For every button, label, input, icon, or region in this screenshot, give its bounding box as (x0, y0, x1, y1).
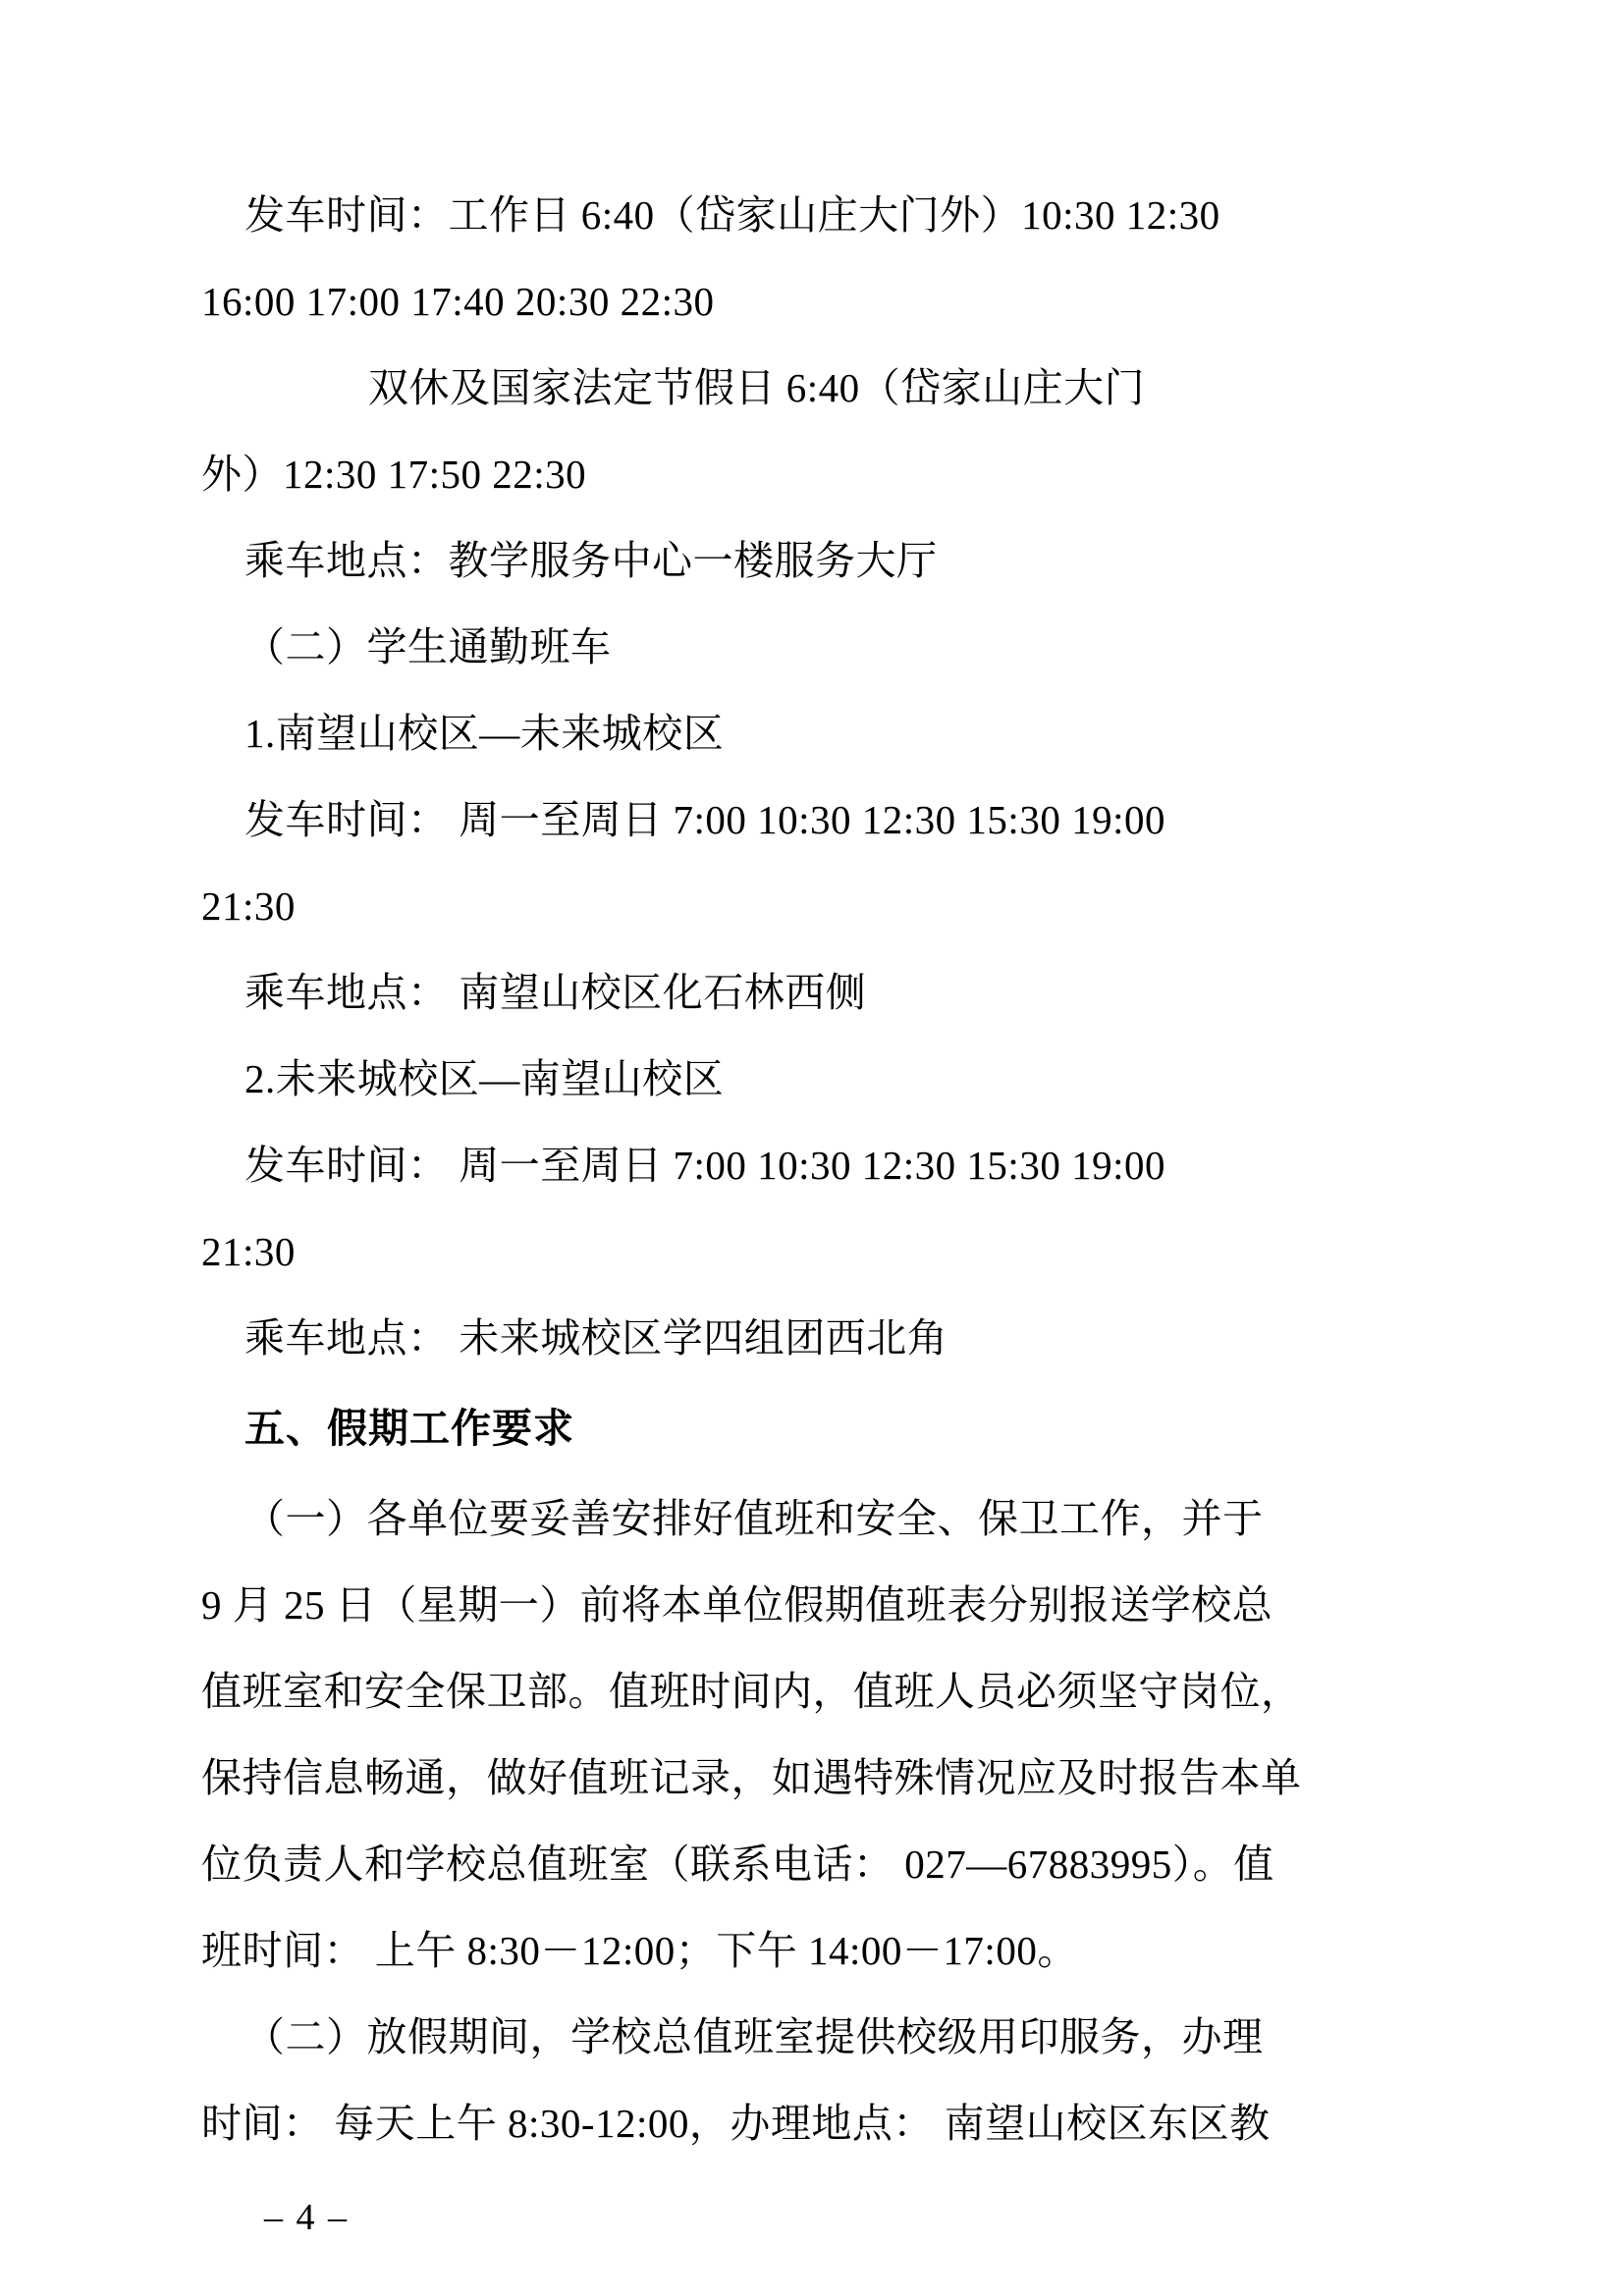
paragraph-student-shuttle-title: （二）学生通勤班车 (244, 624, 612, 669)
page-number: – 4 – (264, 2197, 349, 2238)
paragraph-bus-departure-weekday: 发车时间：工作日 6:40（岱家山庄大门外）10:30 12:30 (244, 192, 1220, 238)
page-footer (0, 2196, 1624, 2239)
paragraph-boarding-location-teaching-center: 乘车地点：教学服务中心一楼服务大厅 (244, 538, 938, 583)
document-body (201, 172, 1423, 2166)
paragraph-requirement-1-line-6: 班时间： 上午 8:30－12:00；下午 14:00－17:00。 (201, 1928, 1078, 1973)
paragraph-route-2-title: 2.未来城校区—南望山校区 (244, 1056, 725, 1101)
paragraph-requirement-1-line-5: 位负责人和学校总值班室（联系电话： 027—67883995）。值 (201, 1842, 1274, 1887)
paragraph-route-2-location: 乘车地点： 未来城校区学四组团西北角 (244, 1315, 948, 1361)
paragraph-requirement-1-line-2: 9 月 25 日（星期一）前将本单位假期值班表分别报送学校总 (201, 1582, 1273, 1628)
paragraph-requirement-1-line-3: 值班室和安全保卫部。值班时间内，值班人员必须坚守岗位， (201, 1669, 1302, 1714)
paragraph-route-1-title: 1.南望山校区—未来城校区 (244, 711, 725, 756)
paragraph-route-1-times-cont: 21:30 (201, 883, 296, 929)
paragraph-bus-departure-holiday: 双休及国家法定节假日 6:40（岱家山庄大门 (368, 365, 1146, 410)
paragraph-requirement-2-line-2: 时间： 每天上午 8:30-12:00，办理地点： 南望山校区东区教 (201, 2101, 1271, 2146)
paragraph-bus-departure-holiday-cont: 外）12:30 17:50 22:30 (201, 452, 587, 497)
paragraph-requirement-2-line-1: （二）放假期间，学校总值班室提供校级用印服务，办理 (244, 2014, 1264, 2059)
section-heading-holiday-work-requirements: 五、假期工作要求 (244, 1406, 574, 1451)
paragraph-route-2-times-cont: 21:30 (201, 1229, 296, 1274)
paragraph-requirement-1-line-4: 保持信息畅通，做好值班记录，如遇特殊情况应及时报告本单 (201, 1755, 1302, 1800)
paragraph-route-1-location: 乘车地点： 南望山校区化石林西侧 (244, 970, 867, 1015)
paragraph-requirement-1-line-1: （一）各单位要妥善安排好值班和安全、保卫工作，并于 (244, 1496, 1264, 1541)
paragraph-bus-departure-weekday-cont: 16:00 17:00 17:40 20:30 22:30 (201, 279, 715, 324)
paragraph-route-2-times: 发车时间： 周一至周日 7:00 10:30 12:30 15:30 19:00 (244, 1143, 1165, 1188)
paragraph-route-1-times: 发车时间： 周一至周日 7:00 10:30 12:30 15:30 19:00 (244, 797, 1165, 842)
